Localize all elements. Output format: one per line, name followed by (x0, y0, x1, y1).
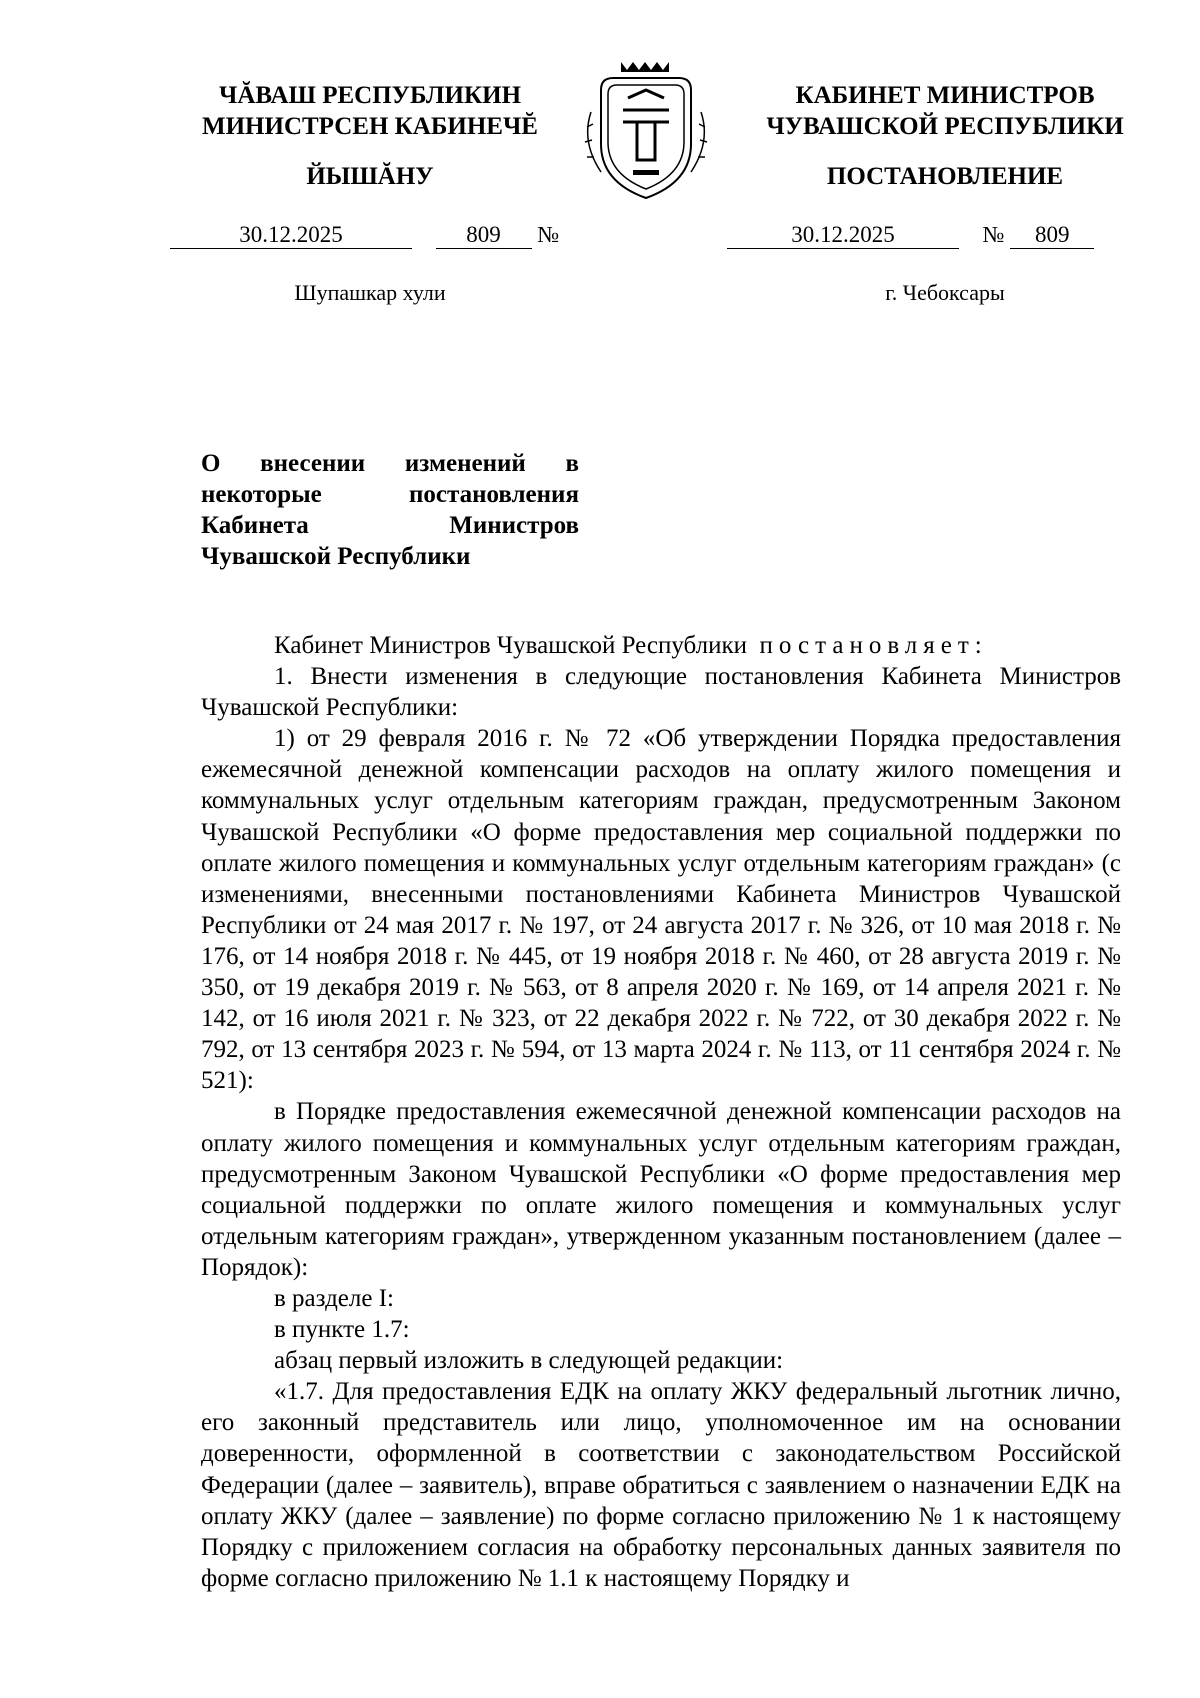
preamble-text: Кабинет Министров Чувашской Республики (274, 632, 748, 659)
issuer-russian-line2: ЧУВАШСКОЙ РЕСПУБЛИКИ (766, 113, 1124, 140)
doc-kind-russian: ПОСТАНОВЛЕНИЕ (826, 163, 1064, 190)
body-paragraph: в Порядке предоставления ежемесячной денежной компенсации расходов на оплату жилого помещения и коммунальных услуг отдельным категориям граждан, предусмотренным Законом Чувашской Республики «О форме предоставления мер социальной поддержки по оплате жилого помещения и коммунальных услуг отдельным категориям граждан», утвержденном указанным постановлением (далее – Порядок): (201, 1098, 1121, 1281)
doc-date-right: 30.12.2025 (727, 222, 959, 249)
doc-kind-chuvash: ЙЫШĂНУ (306, 163, 434, 190)
preamble (201, 630, 1121, 661)
doc-number-line-left (170, 222, 559, 252)
doc-date-left: 30.12.2025 (170, 222, 412, 249)
place-chuvash: Шупашкар хули (294, 280, 446, 305)
chuvash-coat-of-arms-icon (571, 52, 721, 204)
issuer-name-chuvash (160, 80, 580, 142)
doc-number-left: 809 (436, 222, 532, 249)
body-paragraph: «1.7. Для предоставления ЕДК на оплату ЖКУ федеральный льготник лично, его законный представитель или лицо, уполномоченное им на основании доверенности, оформленной в соответствии с законодательством Российской Федерации (далее – заявитель), вправе обратиться с заявлением о назначении ЕДК на оплату ЖКУ (далее – заявление) по форме согласно приложению № 1 к настоящему Порядку с приложением согласия на обработку персональных данных заявителя по форме согласно приложению № 1.1 к настоящему Порядку и (201, 1378, 1121, 1592)
issuer-russian-line1: КАБИНЕТ МИНИСТРОВ (795, 82, 1095, 109)
body-paragraph: в разделе I: (274, 1284, 394, 1312)
place-russian: г. Чебоксары (885, 280, 1005, 305)
document-title: О внесении изменений в некоторые постановления Кабинета Министров Чувашской Республики (201, 450, 579, 570)
document-body (201, 630, 1121, 1594)
body-paragraph: 1. Внести изменения в следующие постановления Кабинета Министров Чувашской Республики: (201, 663, 1121, 722)
body-paragraph: абзац первый изложить в следующей редакции: (274, 1347, 784, 1375)
issuer-chuvash-line1: ЧĂВАШ РЕСПУБЛИКИН (218, 82, 522, 109)
doc-number-right: 809 (1010, 222, 1094, 249)
preamble-verb: постановляет: (759, 632, 988, 659)
doc-number-line-right (727, 222, 1094, 252)
issuer-chuvash-line2: МИНИСТРСЕН КАБИНЕЧĔ (202, 113, 538, 140)
body-paragraph: в пункте 1.7: (274, 1316, 410, 1344)
number-sign-left: № (537, 222, 560, 247)
issuer-name-russian (730, 80, 1160, 142)
body-paragraph: 1) от 29 февраля 2016 г. № 72 «Об утверждении Порядка предоставления ежемесячной денежной компенсации расходов на оплату жилого помещения и коммунальных услуг отдельным категориям граждан, предусмотренным Законом Чувашской Республики «О форме предоставления мер социальной поддержки по оплате жилого помещения и коммунальных услуг отдельным категориям граждан» (с изменениями, внесенными постановлениями Кабинета Министров Чувашской Республики от 24 мая 2017 г. № 197, от 24 августа 2017 г. № 326, от 10 мая 2018 г. № 176, от 14 ноября 2018 г. № 445, от 19 ноября 2018 г. № 460, от 28 августа 2019 г. № 350, от 19 декабря 2019 г. № 563, от 8 апреля 2020 г. № 169, от 14 апреля 2021 г. № 142, от 16 июля 2021 г. № 323, от 22 декабря 2022 г. № 722, от 30 декабря 2022 г. № 792, от 13 сентября 2023 г. № 594, от 13 марта 2024 г. № 113, от 11 сентября 2024 г. № 521): (201, 725, 1121, 1095)
number-sign-right: № (982, 222, 1005, 247)
